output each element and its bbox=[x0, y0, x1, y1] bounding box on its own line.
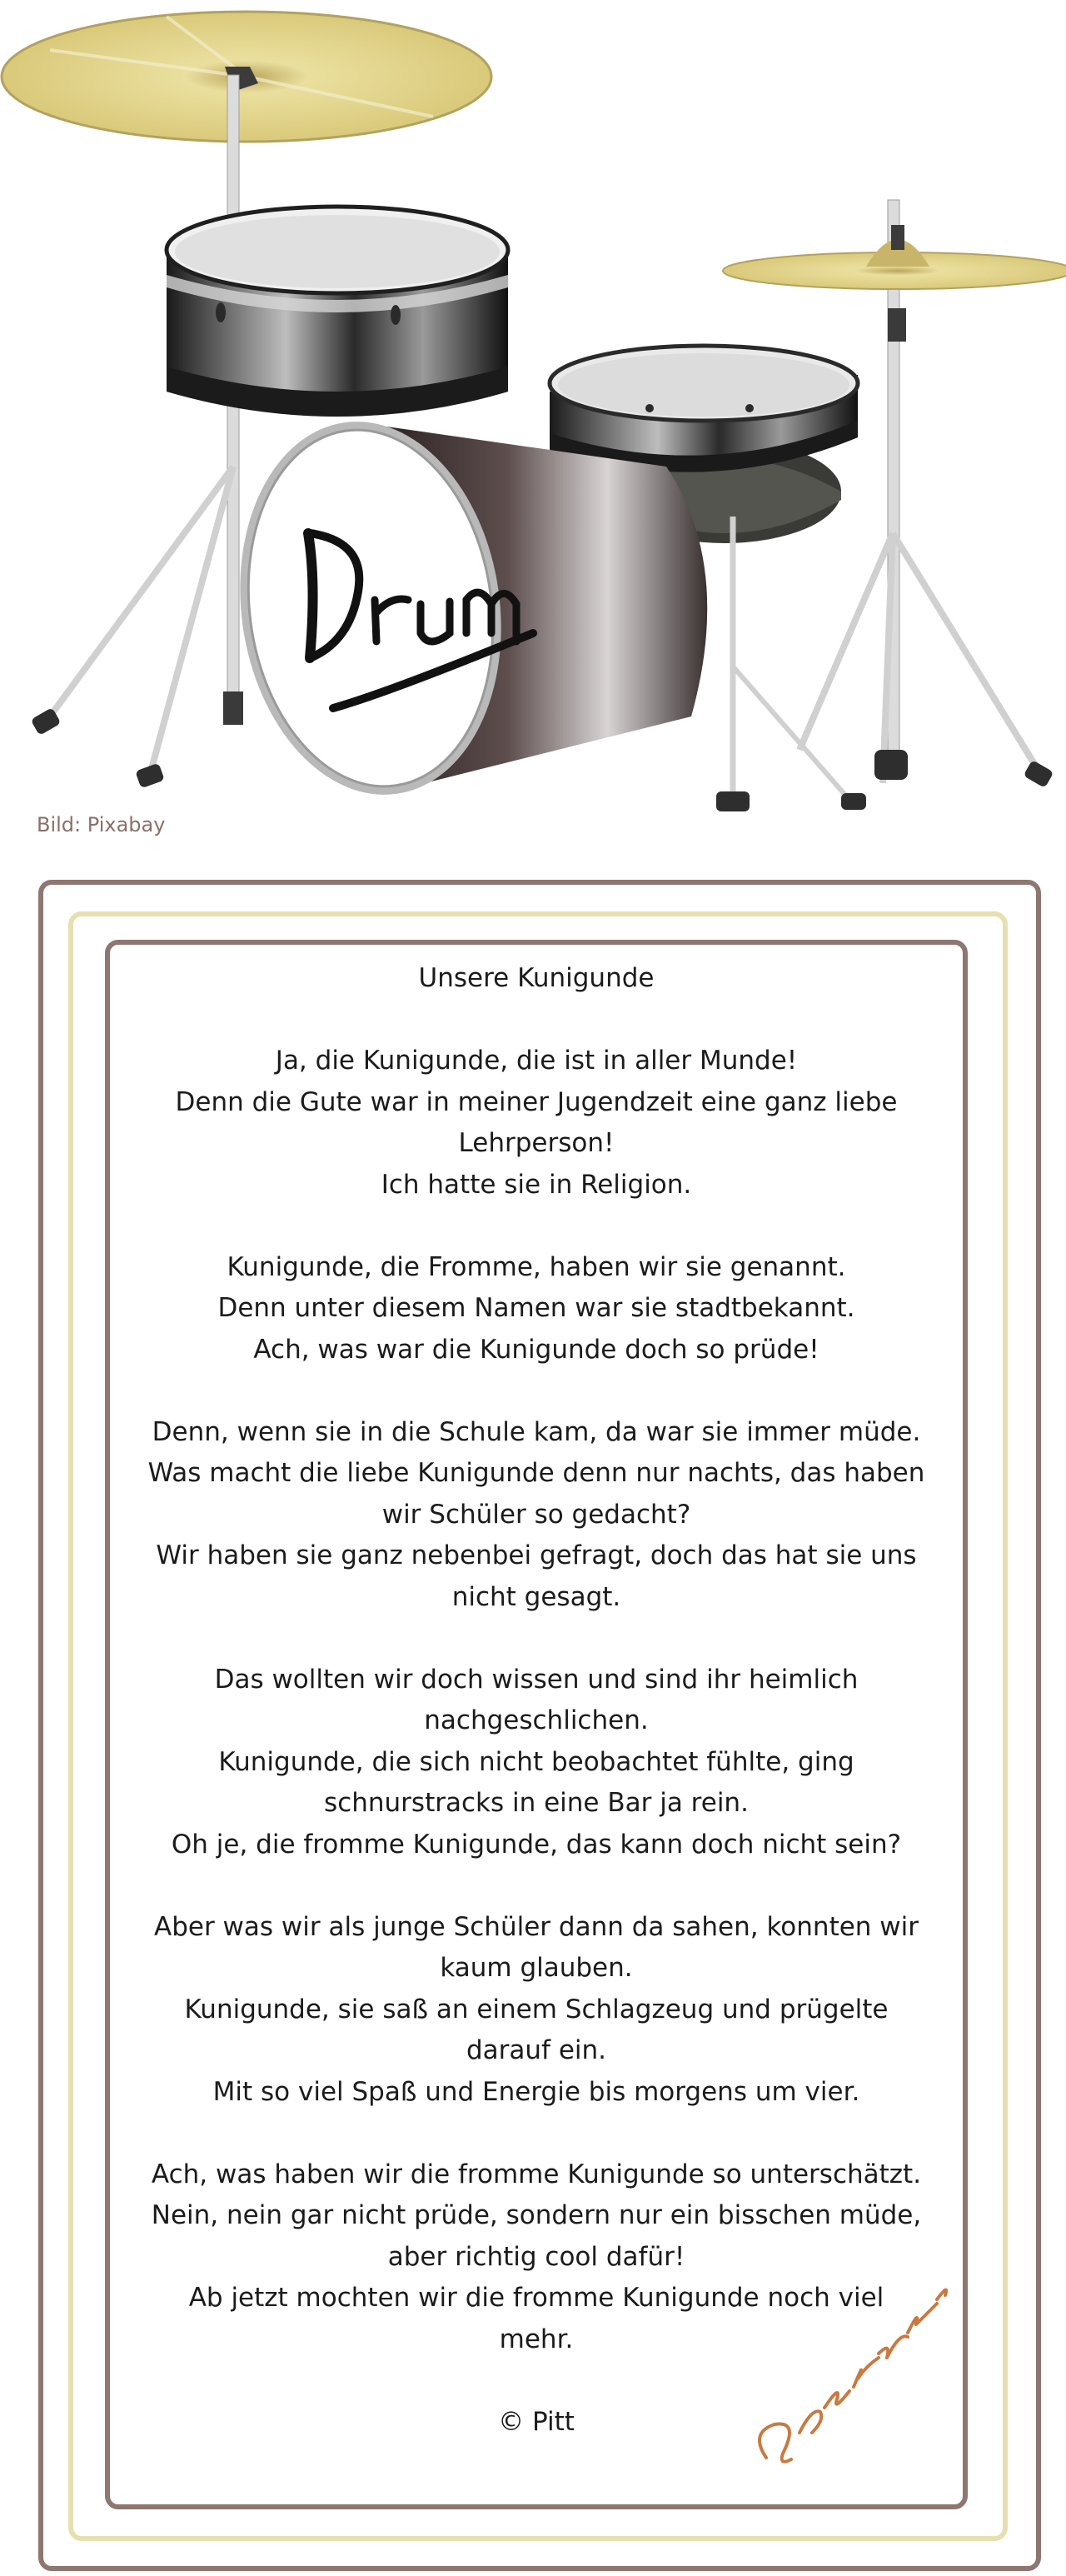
poem-line: kaum glauben. bbox=[440, 1953, 633, 1983]
poem bbox=[117, 958, 956, 2443]
poem-line: wir Schüler so gedacht? bbox=[381, 1499, 691, 1530]
poem-line: Denn unter diesem Namen war sie stadtbekannt. bbox=[217, 1293, 855, 1323]
poem-line: Oh je, die fromme Kunigunde, das kann doch nicht sein? bbox=[171, 1829, 902, 1860]
poem-line: Aber was wir als junge Schüler dann da sahen, konnten wir bbox=[153, 1911, 919, 1942]
bass-drum bbox=[217, 405, 707, 812]
poem-line: Mit so viel Spaß und Energie bis morgens um vier. bbox=[212, 2076, 860, 2107]
poem-line: Ja, die Kunigunde, die ist in aller Munde! bbox=[275, 1046, 798, 1076]
poem-line: Nein, nein gar nicht prüde, sondern nur ein bisschen müde, bbox=[151, 2200, 922, 2230]
poem-line: nicht gesagt. bbox=[451, 1581, 621, 1612]
poem-line: schnurstracks in eine Bar ja rein. bbox=[324, 1788, 749, 1818]
poem-line: Denn, wenn sie in die Schule kam, da war sie immer müde. bbox=[152, 1416, 921, 1447]
copyright: © Pitt bbox=[498, 2406, 575, 2437]
signature-watermark bbox=[741, 2266, 958, 2474]
poem-line: darauf ein. bbox=[466, 2035, 607, 2065]
poem-line: Lehrperson! bbox=[458, 1128, 615, 1158]
poem-line: aber richtig cool dafür! bbox=[387, 2241, 685, 2272]
poem-line: Kunigunde, die sich nicht beobachtet fühlte, ging bbox=[218, 1746, 854, 1777]
poem-line: Kunigunde, die Fromme, haben wir sie genannt. bbox=[227, 1251, 846, 1282]
poem-line: Ab jetzt mochten wir die fromme Kunigunde noch viel bbox=[188, 2283, 884, 2313]
poem-line: Ach, was haben wir die fromme Kunigunde so unterschätzt. bbox=[151, 2159, 922, 2189]
poem-line: Was macht die liebe Kunigunde denn nur nachts, das haben bbox=[147, 1458, 925, 1488]
crash-cymbal bbox=[2, 12, 491, 142]
poem-line: Denn die Gute war in meiner Jugendzeit eine ganz liebe bbox=[175, 1086, 898, 1117]
poem-line: Wir haben sie ganz nebenbei gefragt, doch das hat sie uns bbox=[156, 1540, 917, 1570]
small-tom bbox=[550, 346, 858, 472]
poem-line: Ach, was war die Kunigunde doch so prüde! bbox=[253, 1334, 819, 1365]
image-credit: Bild: Pixabay bbox=[37, 813, 166, 836]
poem-line: mehr. bbox=[499, 2324, 574, 2354]
drum-kit-illustration bbox=[0, 0, 1066, 825]
cymbal-stand-left bbox=[31, 75, 243, 788]
drum-legs bbox=[716, 517, 866, 811]
poem-line: Kunigunde, sie saß an einem Schlagzeug und prügelte bbox=[184, 1994, 889, 2024]
poem-title: Unsere Kunigunde bbox=[418, 963, 655, 993]
poem-line: nachgeschlichen. bbox=[424, 1705, 649, 1735]
poem-line: Ich hatte sie in Religion. bbox=[381, 1169, 692, 1200]
high-tom bbox=[167, 207, 508, 417]
poem-line: Das wollten wir doch wissen und sind ihr heimlich bbox=[214, 1664, 859, 1695]
